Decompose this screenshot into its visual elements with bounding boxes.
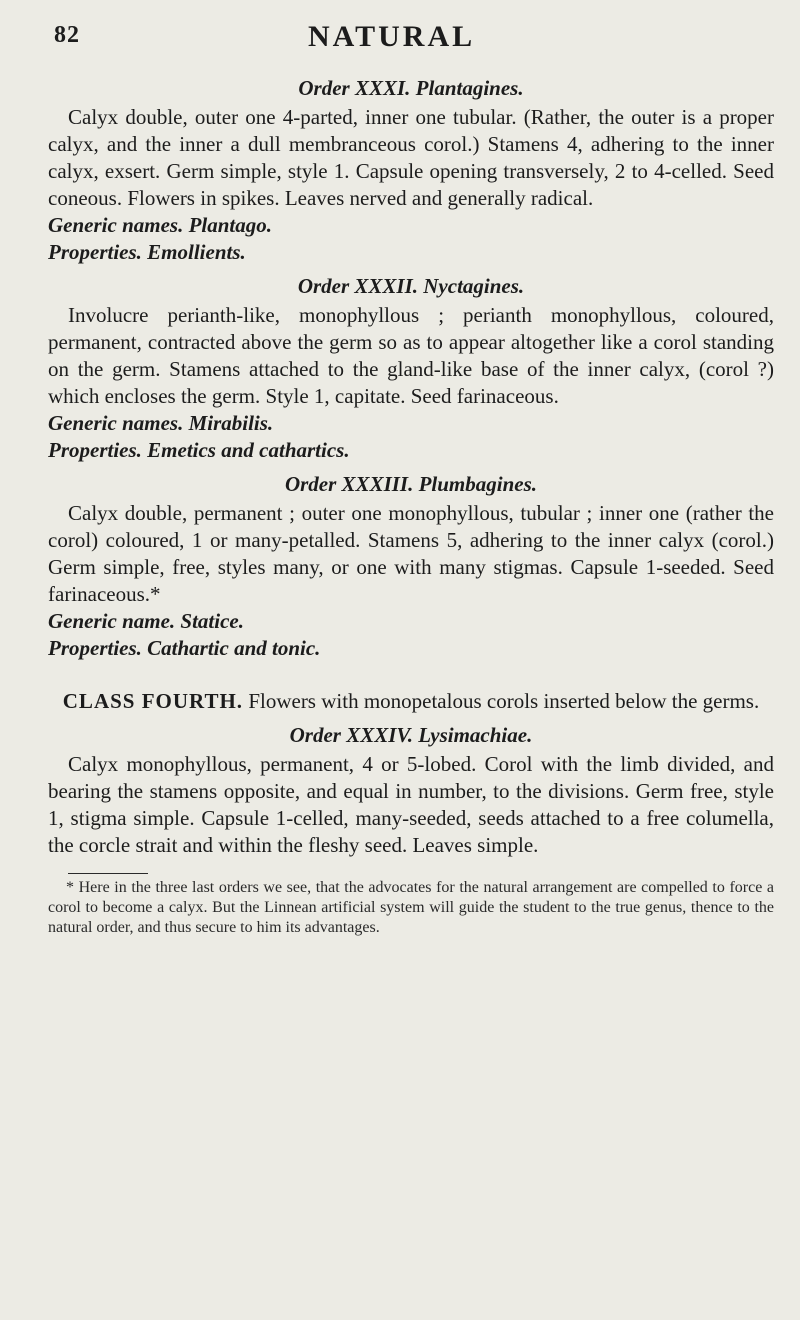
- order-heading-32: Order XXXII. Nyctagines.: [297, 274, 525, 298]
- footnote: * Here in the three last orders we see, that the advocates for the natural arrangement are compelled to force a corol to become a calyx. But the Linnean artificial system will guide the student to the true genus, thence to the natural order, and thus secure to him its advantages.: [48, 879, 774, 936]
- class-subtitle: Flowers with monopetalous corols inserted below the germs.: [248, 689, 760, 713]
- generic-name-label: Generic name.: [48, 609, 176, 633]
- generic-names-value: Mirabilis.: [188, 411, 274, 435]
- properties-label: Properties.: [48, 438, 142, 462]
- order-description-32: Involucre perianth-like, monophyllous ; perianth monophyllous, coloured, permanent, contracted above the germ so as to appear altogether like a corol standing on the germ. Stamens attached to the gland-like base of the inner calyx, (corol ?) which encloses the germ. Style 1, capitate. Seed farinaceous.: [48, 303, 774, 408]
- order-description-34: Calyx monophyllous, permanent, 4 or 5-lobed. Corol with the limb divided, and bearing the stamens opposite, and equal in number, to the divisions. Germ free, style 1, stigma simple. Capsule 1-celled, many-seeded, seeds attached to a free columella, the corcle strait and within the fleshy seed. Leaves simple.: [48, 752, 774, 857]
- generic-name-line-33: [48, 608, 774, 635]
- generic-names-label: Generic names.: [48, 411, 184, 435]
- properties-value: Emetics and cathartics.: [147, 438, 350, 462]
- properties-line-33: [48, 635, 774, 662]
- properties-line-32: [48, 437, 774, 464]
- order-heading-33: Order XXXIII. Plumbagines.: [284, 472, 538, 496]
- running-head: [48, 18, 774, 68]
- footnote-divider: [68, 873, 148, 874]
- running-title: NATURAL: [308, 20, 476, 53]
- class-title: CLASS FOURTH.: [62, 689, 244, 713]
- order-description-31: Calyx double, outer one 4-parted, inner one tubular. (Rather, the outer is a proper calyx, and the inner a dull membranceous corol.) Stamens 4, adhering to the inner calyx, exsert. Germ simple, style 1. Capsule opening transversely, 2 to 4-celled. Seed coneous. Flowers in spikes. Leaves nerved and generally radical.: [48, 105, 774, 210]
- properties-value: Emollients.: [147, 240, 246, 264]
- order-description-33: Calyx double, permanent ; outer one monophyllous, tubular ; inner one (rather the corol) coloured, 1 or many-petalled. Stamens 5, adhering to the inner calyx (corol.) Germ simple, free, styles many, or one with many stigmas. Capsule 1-seeded. Seed farinaceous.*: [48, 501, 774, 606]
- properties-line-31: [48, 239, 774, 266]
- generic-name-value: Statice.: [180, 609, 244, 633]
- generic-names-line-32: [48, 410, 774, 437]
- class-fourth-heading: [48, 688, 774, 715]
- generic-names-label: Generic names.: [48, 213, 184, 237]
- generic-names-line-31: [48, 212, 774, 239]
- order-heading-31: Order XXXI. Plantagines.: [298, 76, 524, 100]
- properties-value: Cathartic and tonic.: [147, 636, 321, 660]
- properties-label: Properties.: [48, 636, 142, 660]
- page-number: 82: [54, 22, 80, 48]
- generic-names-value: Plantago.: [188, 213, 273, 237]
- order-heading-34: Order XXXIV. Lysimachiae.: [289, 723, 533, 747]
- properties-label: Properties.: [48, 240, 142, 264]
